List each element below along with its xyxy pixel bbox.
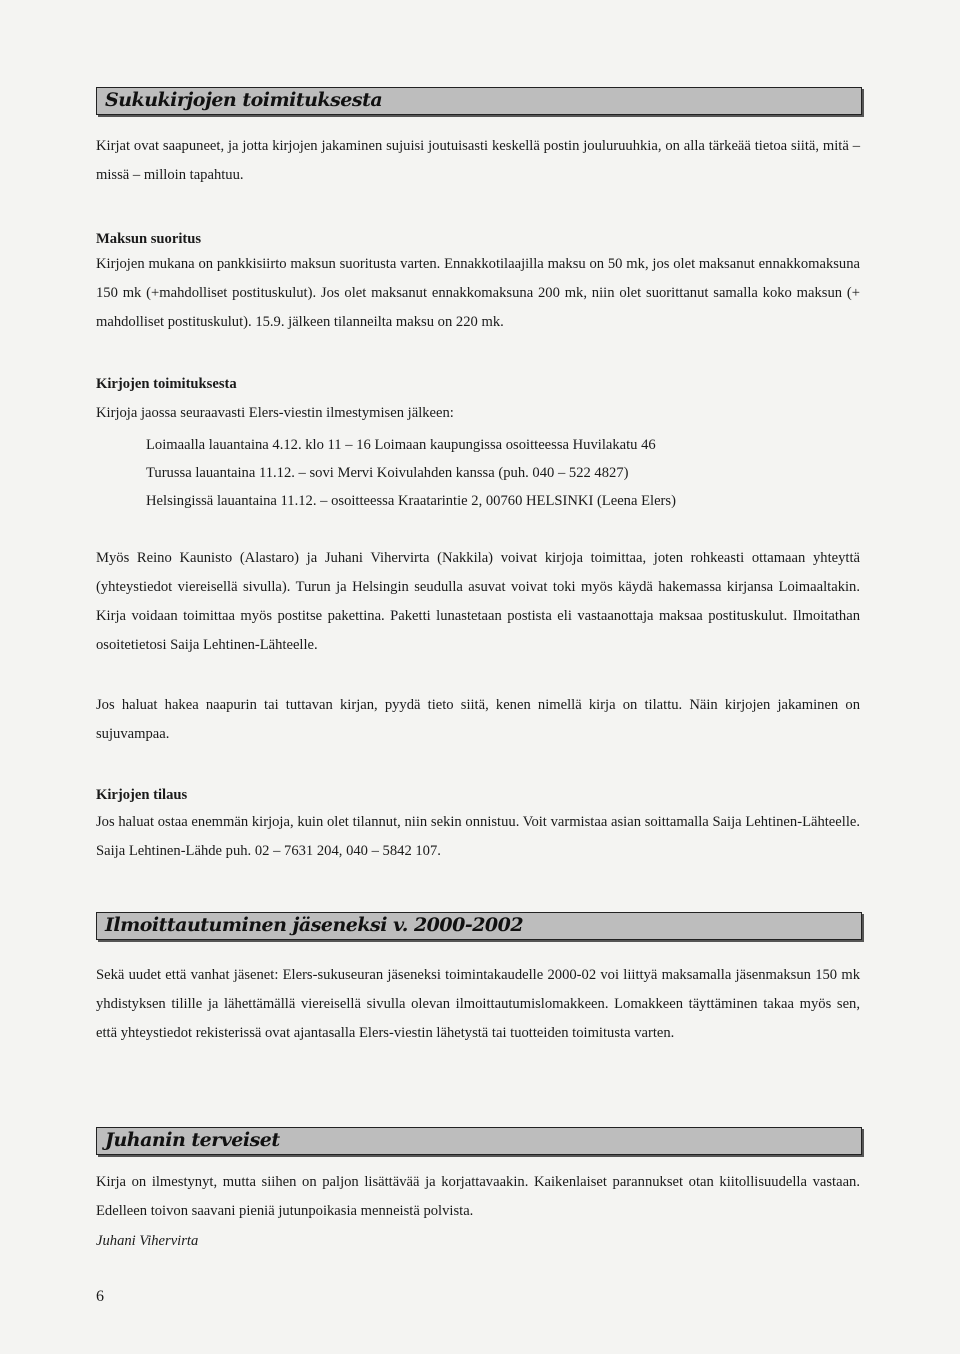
delivery-location-turku: Turussa lauantaina 11.12. – sovi Mervi Koivulahden kanssa (puh. 040 – 522 4827) (146, 465, 629, 481)
order-paragraph: Jos haluat ostaa enemmän kirjoja, kuin olet tilannut, niin sekin onnistuu. Voit varmistaa asian soittamalla Saija Lehtinen-Lähteelle. Saija Lehtinen-Lähde puh. 02 – 7631 204, 040 – 5842 107. (96, 814, 860, 859)
section-title: Ilmoittautuminen jäseneksi v. 2000-2002 (105, 914, 524, 936)
payment-heading: Maksun suoritus (96, 231, 202, 247)
other-delivery-paragraph: Myös Reino Kaunisto (Alastaro) ja Juhani Vihervirta (Nakkila) voivat kirjoja toimittaa, joten rohkeasti ottamaan yhteyttä (yhteystiedot viereisellä sivulla). Turun ja Helsingin seudulla asuvat voivat toki myös käydä hakemassa kirjansa Loimaaltakin. Kirja voidaan toimittaa myös postitse pakettina. Paketti lunastetaan postista eli vastaanottaja maksaa postituskulut. Ilmoitathan osoitetietosi Saija Lehtinen-Lähteelle. (96, 550, 860, 653)
order-heading: Kirjojen tilaus (96, 787, 188, 803)
greetings-paragraph: Kirja on ilmestynyt, mutta siihen on paljon lisättävää ja korjattavaakin. Kaikenlaiset parannukset otan kiitollisuudella vastaan. Edelleen toivon saavani pieniä jutunpoikasia menneistä polvista. (96, 1174, 860, 1219)
section-banner-books-delivery (96, 87, 862, 115)
section-title: Juhanin terveiset (105, 1129, 280, 1151)
intro-paragraph: Kirjat ovat saapuneet, ja jotta kirjojen jakaminen sujuisi joutuisasti keskellä postin jouluruuhkia, on alla tärkeää tietoa siitä, mitä – missä – milloin tapahtuu. (96, 138, 860, 183)
payment-paragraph: Kirjojen mukana on pankkisiirto maksun suoritusta varten. Ennakkotilaajilla maksu on 50 mk, jos olet maksanut ennakkomaksuna 150 mk (+mahdolliset postituskulut). Jos olet maksanut ennakkomaksuna 200 mk, niin olet suorittanut samalla koko maksun (+ mahdolliset postituskulut). 15.9. jälkeen tilanneilta maksu on 220 mk. (96, 256, 860, 330)
section-banner-greetings (96, 1127, 862, 1155)
signature: Juhani Vihervirta (96, 1233, 199, 1249)
section-banner-membership (96, 912, 862, 940)
delivery-location-loimaa: Loimaalla lauantaina 4.12. klo 11 – 16 Loimaan kaupungissa osoitteessa Huvilakatu 46 (146, 437, 656, 453)
membership-paragraph: Sekä uudet että vanhat jäsenet: Elers-sukuseuran jäseneksi toimintakaudelle 2000-02 voi liittyä maksamalla jäsenmaksun 150 mk yhdistyksen tilille ja lähettämällä viereisellä sivulla olevan ilmoittautumislomakkeen. Lomakkeen täyttäminen takaa myös sen, että yhteystiedot rekisterissä ovat ajantasalla Elers-viestin lähetystä tai tuotteiden toimitusta varten. (96, 967, 860, 1041)
delivery-intro: Kirjoja jaossa seuraavasti Elers-viestin ilmestymisen jälkeen: (96, 405, 454, 421)
neighbor-paragraph: Jos haluat hakea naapurin tai tuttavan kirjan, pyydä tieto siitä, kenen nimellä kirja on tilattu. Näin kirjojen jakaminen on sujuvampaa. (96, 697, 860, 742)
delivery-location-helsinki: Helsingissä lauantaina 11.12. – osoitteessa Kraatarintie 2, 00760 HELSINKI (Leena Elers) (146, 493, 676, 509)
page-number: 6 (96, 1288, 104, 1305)
delivery-heading: Kirjojen toimituksesta (96, 376, 237, 392)
section-title: Sukukirjojen toimituksesta (105, 89, 383, 111)
